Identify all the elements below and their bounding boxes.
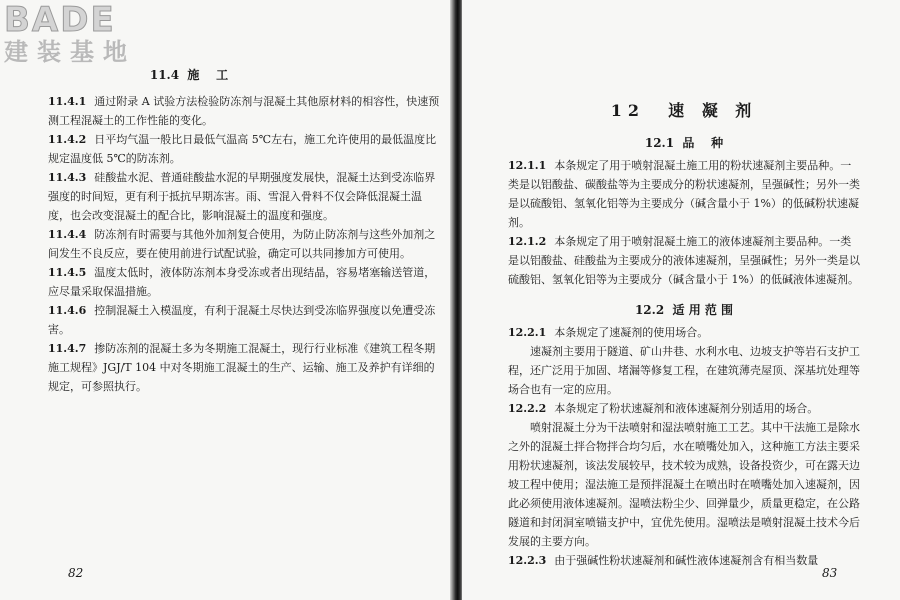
section-title-12-1: 12.1 品 种 (644, 136, 724, 150)
page-number-left: 82 (68, 566, 84, 580)
paragraph-11-4-2: 11.4.2 日平均气温一般比日最低气温高 5℃左右，施工允许使用的最低温度比规定温度低 5℃的防冻剂。 (48, 133, 437, 165)
paragraph-12-1-2: 12.1.2 本条规定了用于喷射混凝土施工的液体速凝剂主要品种。一类是以铝酸盐、硅酸盐为主要成分的液体速凝剂，呈强碱性；另外一类是以硫酸铝、氢氧化铝等为主要成分（碱含量小于 1%）的低碱液体速凝剂。 (508, 235, 860, 286)
paragraph-12-1-1: 12.1.1 本条规定了用于喷射混凝土施工用的粉状速凝剂主要品种。一类是以铝酸盐、碳酸盐等为主要成分的粉状速凝剂，呈强碱性；另外一类是以硫酸铝、氢氧化铝等为主要成分（碱含量小于 1%）的低碱粉状速凝剂。 (508, 159, 860, 229)
paragraph-11-4-3: 11.4.3 硅酸盐水泥、普通硅酸盐水泥的早期强度发展快，混凝土达到受冻临界强度的时间短，更有利于抵抗早期冻害。雨、雪混入骨料不仅会降低混凝土温度，也会改变混凝土的配合比，影响混凝土的温度和强度。 (48, 171, 436, 222)
section-12-1-paragraphs (508, 156, 860, 289)
chapter-title-12: 12 速 凝 剂 (610, 101, 758, 120)
paragraph-11-4-4: 11.4.4 防冻剂有时需要与其他外加剂复合使用，为防止防冻剂与这些外加剂之间发生不良反应，要在使用前进行试配试验，确定可以共同掺加方可使用。 (48, 228, 436, 260)
paragraph-12-2-1-continued: 速凝剂主要用于隧道、矿山井巷、水利水电、边坡支护等岩石支护工程，还广泛用于加固、堵漏等修复工程，在建筑薄壳屋顶、深基坑处理等场合也有一定的应用。 (508, 345, 860, 396)
watermark-logo (4, 2, 136, 66)
page-number-right: 83 (822, 566, 838, 580)
section-title-11-4: 11.4 施 工 (149, 68, 229, 82)
section-title-12-2: 12.2 适 用 范 围 (634, 303, 734, 317)
paragraph-12-2-2: 12.2.2 本条规定了粉状速凝剂和液体速凝剂分别适用的场合。 (508, 402, 819, 415)
paragraph-11-4-7: 11.4.7 掺防冻剂的混凝土多为冬期施工混凝土，现行行业标准《建筑工程冬期施工规程》JGJ/T 104 中对冬期施工混凝土的生产、运输、施工及养护有详细的规定，可参照执行。 (48, 342, 436, 393)
logo-chinese-text: 建装基地 (4, 38, 136, 66)
paragraph-12-2-1: 12.2.1 本条规定了速凝剂的使用场合。 (508, 326, 709, 339)
paragraph-11-4-5: 11.4.5 温度太低时，液体防冻剂本身受冻或者出现结晶，容易堵塞输送管道，应尽量采取保温措施。 (48, 266, 436, 298)
left-page-content (48, 66, 440, 396)
paragraph-12-2-2-continued: 喷射混凝土分为干法喷射和湿法喷射施工工艺。其中干法施工是除水之外的混凝土拌合物拌合均匀后，水在喷嘴处加入，这种施工方法主要采用粉状速凝剂，该法发展较早，技术较为成熟，设备投资少，可在露天边坡工程中使用；湿法施工是预拌混凝土在喷出时在喷嘴处加入速凝剂，因此必须使用液体速凝剂。湿喷法粉尘少、回弹量少，质量更稳定，在公路隧道和封闭洞室喷锚支护中，宜优先使用。湿喷法是喷射混凝土技术今后发展的主要方向。 (508, 421, 860, 548)
left-paragraphs (48, 92, 440, 396)
logo-latin-text: BADE (4, 0, 116, 40)
paragraph-12-2-3: 12.2.3 由于强碱性粉状速凝剂和碱性液体速凝剂含有相当数量 (508, 554, 819, 567)
right-page-content (508, 80, 860, 570)
paragraph-11-4-1: 11.4.1 通过附录 A 试验方法检验防冻剂与混凝土其他原材料的相容性，快速预测工程混凝土的工作性能的变化。 (48, 95, 440, 127)
paragraph-11-4-6: 11.4.6 控制混凝土入模温度，有利于混凝土尽快达到受冻临界强度以免遭受冻害。 (48, 304, 436, 336)
